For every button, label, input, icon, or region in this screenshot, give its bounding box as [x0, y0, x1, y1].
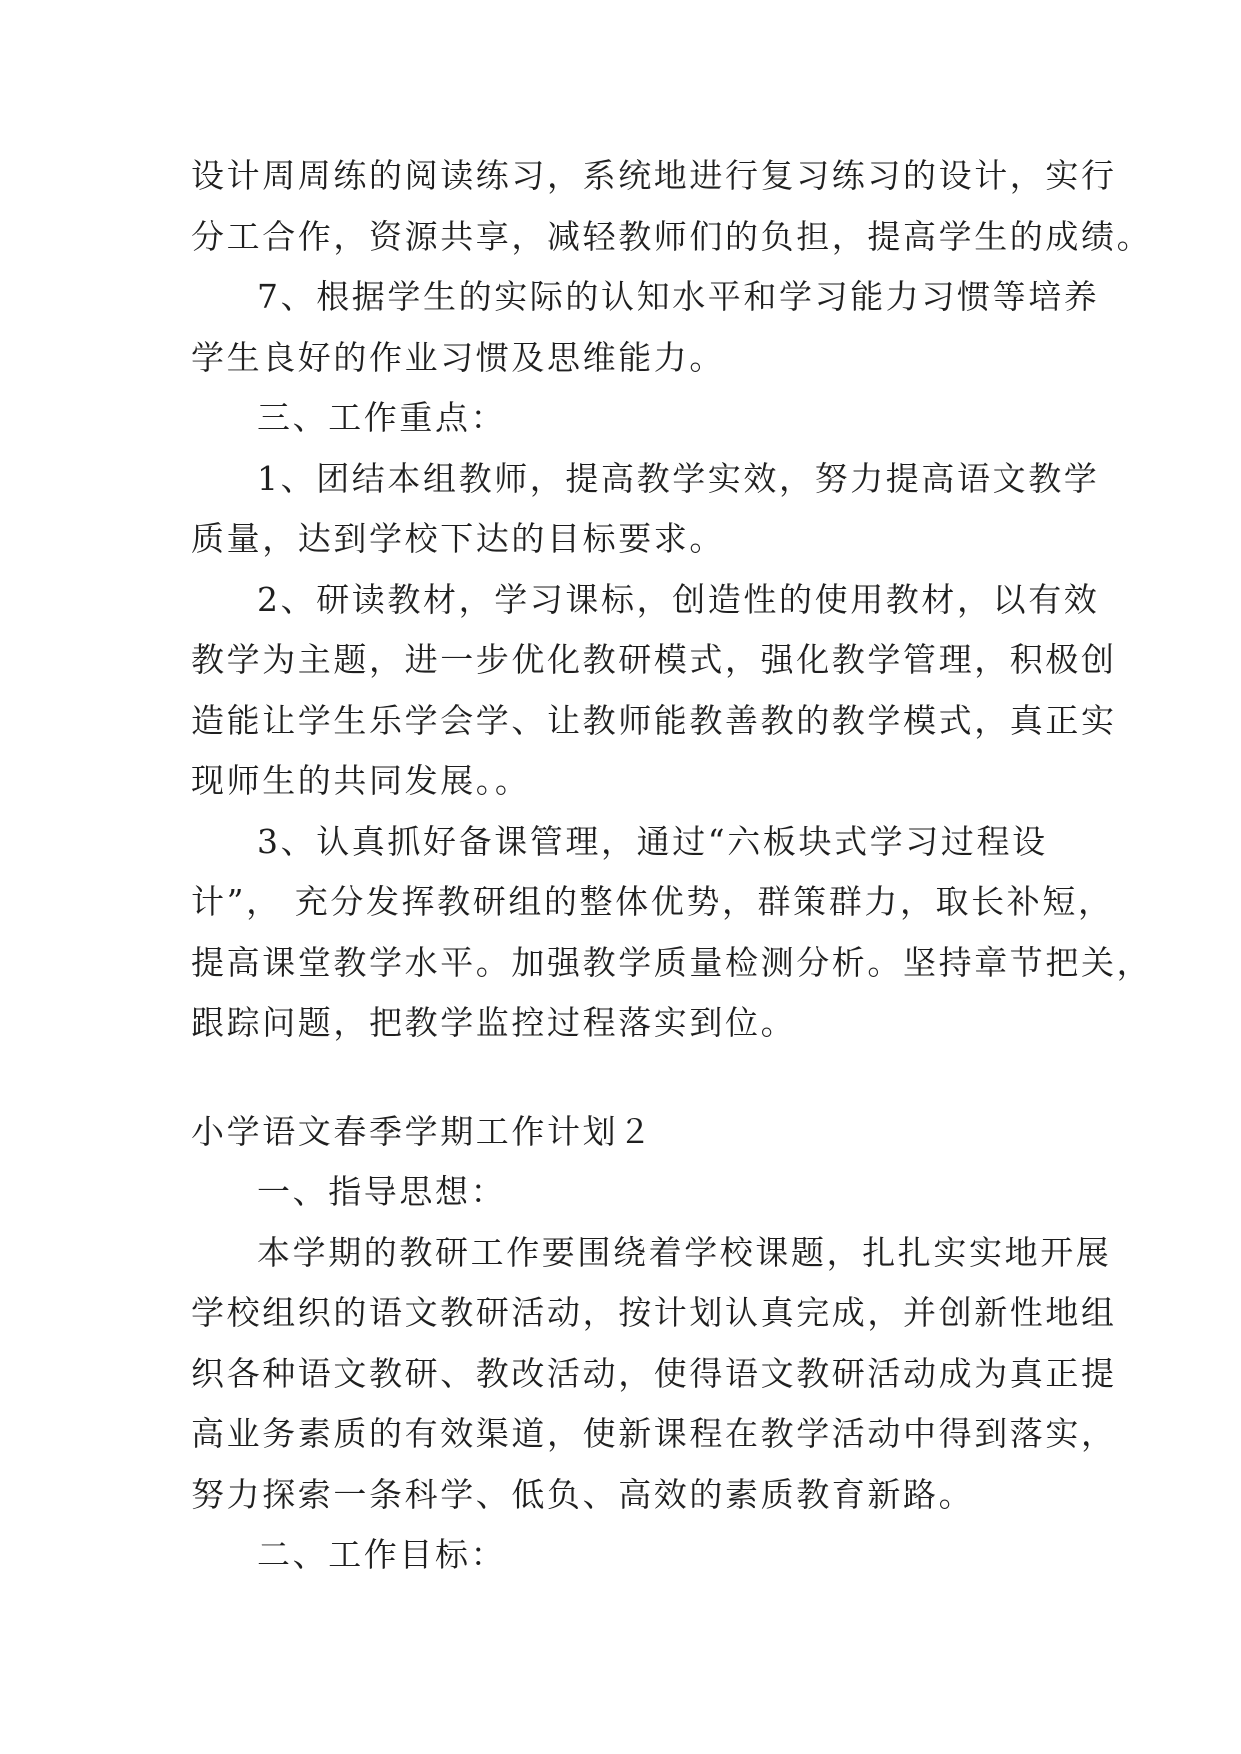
- paragraph-line: 提高课堂教学水平。加强教学质量检测分析。坚持章节把关，: [191, 942, 1153, 982]
- document-body: [191, 146, 1153, 1586]
- paragraph-line: 本学期的教研工作要围绕着学校课题，扎扎实实地开展: [257, 1232, 1112, 1272]
- paragraph-line: 现师生的共同发展。。: [191, 761, 531, 800]
- paragraph-line: 7、根据学生的实际的认知水平和学习能力习惯等培养: [257, 277, 1100, 316]
- paragraph-line: 计”， 充分发挥教研组的整体优势，群策群力，取长补短，: [191, 882, 1114, 921]
- paragraph-line: 造能让学生乐学会学、让教师能教善教的教学模式，真正实: [191, 700, 1117, 740]
- paragraph-line: 教学为主题，进一步优化教研模式，强化教学管理，积极创: [191, 640, 1117, 679]
- document-title: 小学语文春季学期工作计划２: [191, 1111, 654, 1151]
- paragraph-line: 2、研读教材，学习课标，创造性的使用教材，以有效: [257, 579, 1100, 619]
- paragraph-line: 分工合作，资源共享，减轻教师们的负担，提高学生的成绩。: [191, 216, 1153, 256]
- section-heading: 三、工作重点：: [257, 398, 507, 437]
- paragraph-line: 1、团结本组教师，提高教学实效，努力提高语文教学: [257, 458, 1100, 498]
- paragraph-line: 设计周周练的阅读练习，系统地进行复习练习的设计，实行: [191, 156, 1117, 195]
- paragraph-line: 3、认真抓好备课管理，通过“六板块式学习过程设: [257, 821, 1048, 861]
- paragraph-line: 跟踪问题，把教学监控过程落实到位。: [191, 1003, 797, 1042]
- paragraph-line: 质量，达到学校下达的目标要求。: [191, 519, 725, 558]
- paragraph-line: 学校组织的语文教研活动，按计划认真完成，并创新性地组: [191, 1293, 1117, 1332]
- paragraph-line: 织各种语文教研、教改活动，使得语文教研活动成为真正提: [191, 1353, 1117, 1393]
- section-heading: 一、指导思想：: [257, 1172, 507, 1211]
- section-heading: 二、工作目标：: [257, 1535, 507, 1574]
- paragraph-line: 高业务素质的有效渠道，使新课程在教学活动中得到落实，: [191, 1414, 1117, 1453]
- paragraph-line: 努力探索一条科学、低负、高效的素质教育新路。: [191, 1474, 975, 1514]
- paragraph-line: 学生良好的作业习惯及思维能力。: [191, 337, 725, 377]
